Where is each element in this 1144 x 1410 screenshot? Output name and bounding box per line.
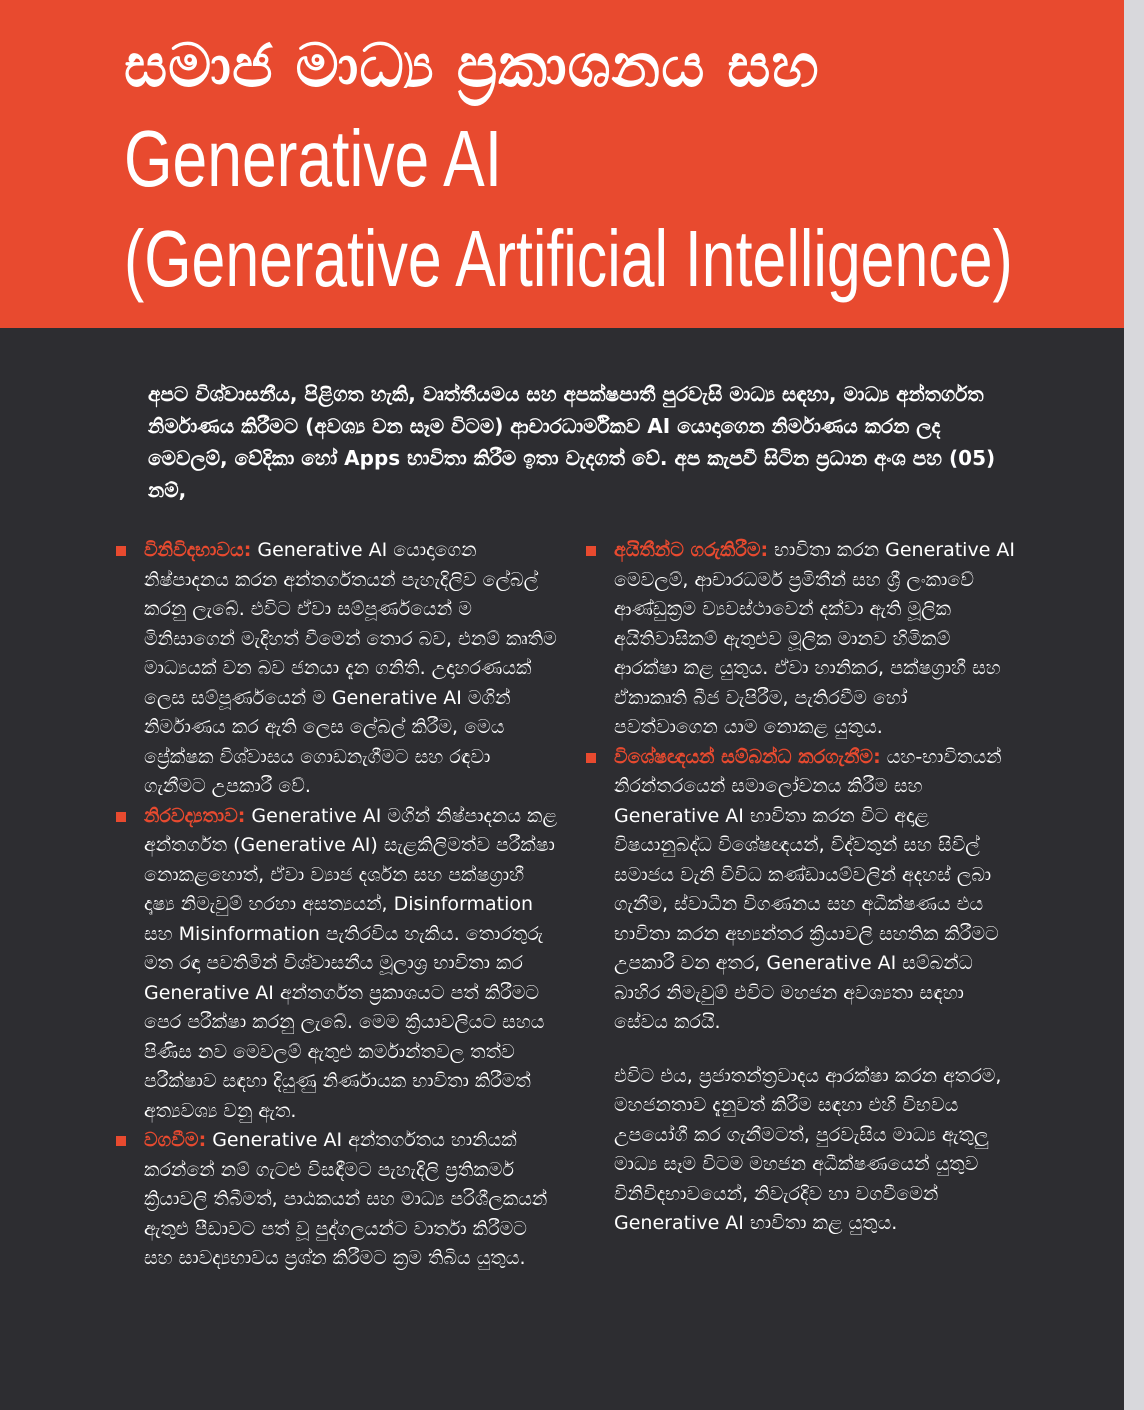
item-heading: වගවීම: xyxy=(144,1129,207,1151)
item-text: යහ-භාවිතයන් නිරන්තරයෙන් සමාලෝචනය කිරීම සහ Generative AI භාවිතා කරන විට අදාළ විෂයානුබද්ධ විශේෂඥයන්, විද්වතුන් සහ සිවිල් සමාජය වැනි විවිධ කණ්ඩායම්වලින් අදහස් ලබා ගැනීම, ස්වාධීන විගණනය සහ අධීක්ෂණය එය භාවිතා කරන අභ්‍යන්තර ක්‍රියාවලි සහතික කිරීමට උපකාරී වන අතර, Generative AI සම්බන්ධ බාහිර නිමැවුම් එවිට මහජන අවශ්‍යතා සඳහා සේවය කරයි. xyxy=(614,745,1002,1033)
item-heading: විශේෂඥයන් සම්බන්ධ කරගැනීම: xyxy=(614,745,881,768)
bullet-icon xyxy=(116,812,126,822)
list-item xyxy=(116,1126,558,1274)
left-column xyxy=(116,536,558,1274)
bullet-icon xyxy=(586,753,596,763)
list-item xyxy=(116,802,558,1127)
item-text: Generative AI මගින් නිෂ්පාදනය කළ අන්තර්ගත (Generative AI) සැළකිලිමත්ව පරීක්ෂා නොකළහොත්, ඒවා ව්‍යාජ දර්ශන සහ පක්ෂග්‍රාහී දෘෂ්‍ය නිමැවුම් හරහා අසත්‍යයන්, Disinformation සහ Misinformation පැතිරවිය හැකිය. තොරතුරු මත රඳා පවතිමින් විශ්වාසනීය මූලාශ්‍ර භාවිතා කර Generative AI අන්තර්ගත ප්‍රකාශයට පත් කිරීමට පෙර පරීක්ෂා කරනු ලැබේ. මෙම ක්‍රියාවලියට සහය පිණිස නව මෙවලම් ඇතුළු කර්මාන්තවල තත්ව පරීක්ෂාව සඳහා දියුණු නිර්ණායක භාවිතා කිරීමත් අත්‍යවශ්‍ය වනු ඇත. xyxy=(144,804,557,1122)
bullet-icon xyxy=(116,1136,126,1146)
item-heading: විනිවිදභාවය: xyxy=(144,539,252,561)
item-text: Generative AI යොදාගෙන නිෂ්පාදනය කරන අන්තර්ගතයන් පැහැදිලිව ලේබල් කරනු ලැබේ. එවිට ඒවා සම්පූර්ණයෙන් ම මිනිසාගෙන් මැදිහත් වීමෙන් තොර බව, එනම් කෘතිම මාධ්‍යයක් වන බව ජනයා දැන ගනිති. උදාහරණයක් ලෙස සම්පූර්ණයෙන් ම Generative AI මගින් නිර්මාණය කර ඇති ලෙස ලේබල් කිරීම, මෙය ප්‍රේක්ෂක විශ්වාසය ගොඩනැගීමට සහ රඳවා ගැනීමට උපකාරී වේ. xyxy=(144,539,557,797)
page-title-line-2: Generative AI xyxy=(124,114,503,203)
title-banner xyxy=(0,0,1124,328)
page-title-sinhala: සමාජ මාධ්‍ය ප්‍රකාශනය සහ xyxy=(124,31,820,101)
list-item xyxy=(586,743,1016,1038)
item-heading: නිරවද්‍යතාව: xyxy=(144,804,246,827)
intro-paragraph: අපට විශ්වාසනීය, පිළිගත හැකි, වෘත්තීයමය සහ අපක්ෂපාතී පුරවැසි මාධ්‍ය සඳහා, මාධ්‍ය අන්තර්ගත නිර්මාණය කිරීමට (අවශ්‍ය වන සෑම විටම) ආචාරධාර්මිකව AI යොදාගෙන නිර්මාණය කරන ලද මෙවලම්, වේදිකා හෝ Apps භාවිතා කිරීම ඉතා වැදගත් වේ. අප කැපවී සිටින ප්‍රධාන අංශ පහ (05) නම්, xyxy=(148,382,996,502)
page-edge-strip xyxy=(1124,0,1144,1410)
item-heading: අයිතීන්ට ගරුකිරීම: xyxy=(614,539,769,561)
item-text: Generative AI අන්තර්ගතය හානියක් කරන්නේ නම් ගැටළු විසඳීමට පැහැදිලි ප්‍රතිකර්ම ක්‍රියාවලි තිබීමත්, පාඨකයන් සහ මාධ්‍ය පරිශීලකයන් ඇතුළු පීඩාවට පත් වූ පුද්ගලයන්ට වාර්තා කිරීමට සහ සාවද්‍යභාවය ප්‍රශ්න කිරීමට ක්‍රම තිබිය යුතුය. xyxy=(144,1129,548,1269)
page-title-line-3: (Generative Artificial Intelligence) xyxy=(124,214,1013,303)
list-item xyxy=(586,536,1016,743)
item-text: භාවිතා කරන Generative AI මෙවලම්, ආචාරධර්ම ප්‍රමිතීන් සහ ශ්‍රී ලංකාවේ ආණ්ඩුක්‍රම ව්‍යවස්ථාවෙන් දක්වා ඇති මූලික අයිතිවාසිකම් ඇතුළුව මූලික මානව හිමිකම් ආරක්ෂා කළ යුතුය. ඒවා හානිකර, පක්ෂග්‍රාහී සහ ඒකාකෘති බීජ වැපිරීම, පැතිරවීම හෝ පවත්වාගෙන යාම නොකළ යුතුය. xyxy=(614,539,1016,738)
closing-paragraph: එවිට එය, ප්‍රජාතන්ත්‍රවාදය ආරක්ෂා කරන අතරම, මහජනතාව දැනුවත් කිරීම සඳහා එහි විභවය උපයෝගී කර ගැනීමටත්, පුරවැසිය මාධ්‍ය ඇතුලු මාධ්‍ය සෑම විටම මහජන අධීක්ෂණයෙන් යුතුව විනිවිදභාවයෙන්, නිවැරදිව හා වගවීමෙන් Generative AI භාවිතා කළ යුතුය. xyxy=(614,1064,1002,1234)
right-column xyxy=(586,536,1016,1239)
bullet-icon xyxy=(586,546,596,556)
list-item xyxy=(116,536,558,802)
bullet-icon xyxy=(116,546,126,556)
